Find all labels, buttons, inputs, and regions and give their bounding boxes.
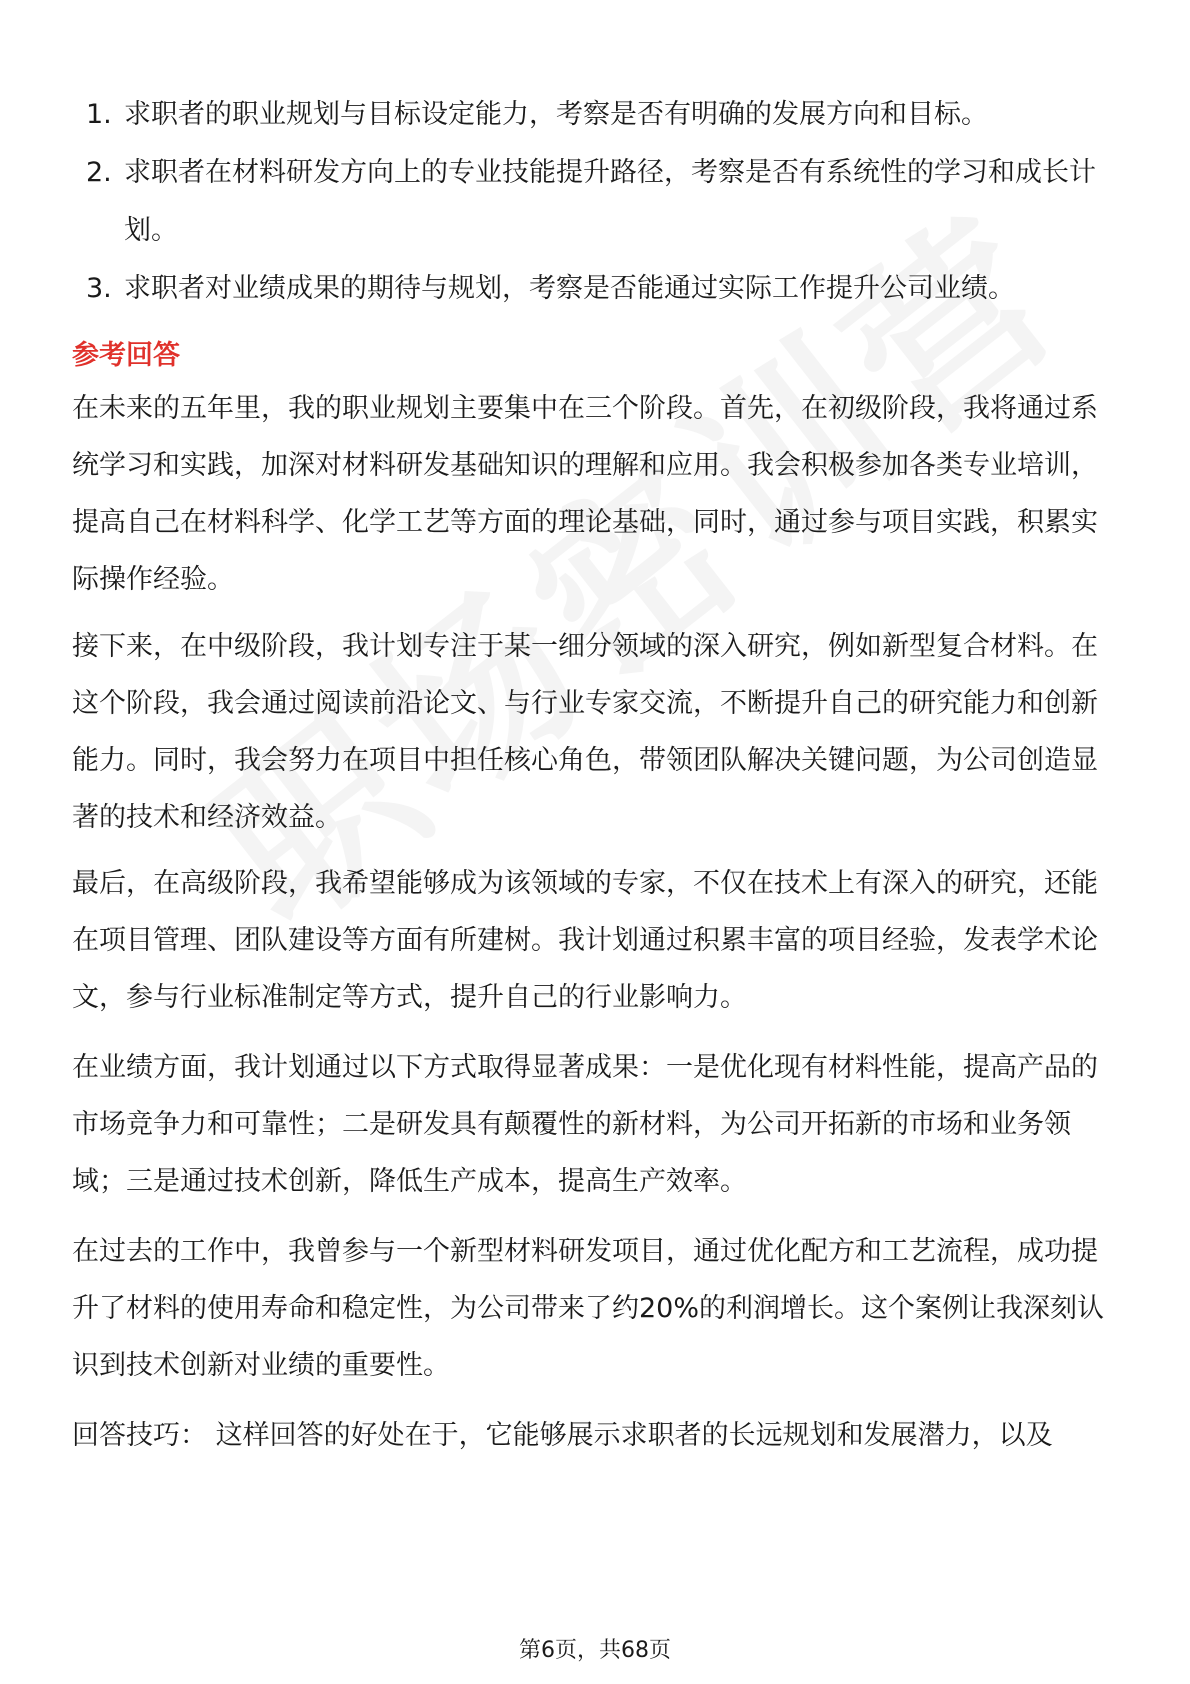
list-number: 2. <box>86 157 112 188</box>
list-text: 求职者在材料研发方向上的专业技能提升路径，考察是否有系统性的学习和成长计划。 <box>124 157 1096 246</box>
list-number: 1. <box>86 99 112 130</box>
section-heading: 参考回答 <box>72 340 180 371</box>
paragraph: 接下来，在中级阶段，我计划专注于某一细分领域的深入研究，例如新型复合材料。在这个阶段，我会通过阅读前沿论文、与行业专家交流，不断提升自己的研究能力和创新能力。同时，我会努力在项目中担任核心角色，带领团队解决关键问题，为公司创造显著的技术和经济效益。 <box>72 631 1098 833</box>
paragraph: 在未来的五年里，我的职业规划主要集中在三个阶段。首先，在初级阶段，我将通过系统学习和实践，加深对材料研发基础知识的理解和应用。我会积极参加各类专业培训，提高自己在材料科学、化学工艺等方面的理论基础，同时，通过参与项目实践，积累实际操作经验。 <box>72 393 1098 595</box>
evaluation-points-list <box>72 86 1122 318</box>
paragraph: 在过去的工作中，我曾参与一个新型材料研发项目，通过优化配方和工艺流程，成功提升了材料的使用寿命和稳定性，为公司带来了约20%的利润增长。这个案例让我深刻认识到技术创新对业绩的重要性。 <box>72 1236 1105 1381</box>
list-item <box>72 144 1122 260</box>
list-number: 3. <box>86 273 112 304</box>
paragraph: 回答技巧： 这样回答的好处在于，它能够展示求职者的长远规划和发展潜力，以及 <box>72 1420 1053 1451</box>
list-text: 求职者对业绩成果的期待与规划，考察是否能通过实际工作提升公司业绩。 <box>124 273 1015 304</box>
paragraph: 最后，在高级阶段，我希望能够成为该领域的专家，不仅在技术上有深入的研究，还能在项目管理、团队建设等方面有所建树。我计划通过积累丰富的项目经验，发表学术论文，参与行业标准制定等方式，提升自己的行业影响力。 <box>72 868 1098 1013</box>
list-item <box>72 260 1122 318</box>
list-text: 求职者的职业规划与目标设定能力，考察是否有明确的发展方向和目标。 <box>124 99 988 130</box>
paragraph: 在业绩方面，我计划通过以下方式取得显著成果：一是优化现有材料性能，提高产品的市场竞争力和可靠性；二是研发具有颠覆性的新材料，为公司开拓新的市场和业务领域；三是通过技术创新，降低生产成本，提高生产效率。 <box>72 1052 1098 1197</box>
page-number: 第6页，共68页 <box>519 1638 671 1663</box>
list-item <box>72 86 1122 144</box>
